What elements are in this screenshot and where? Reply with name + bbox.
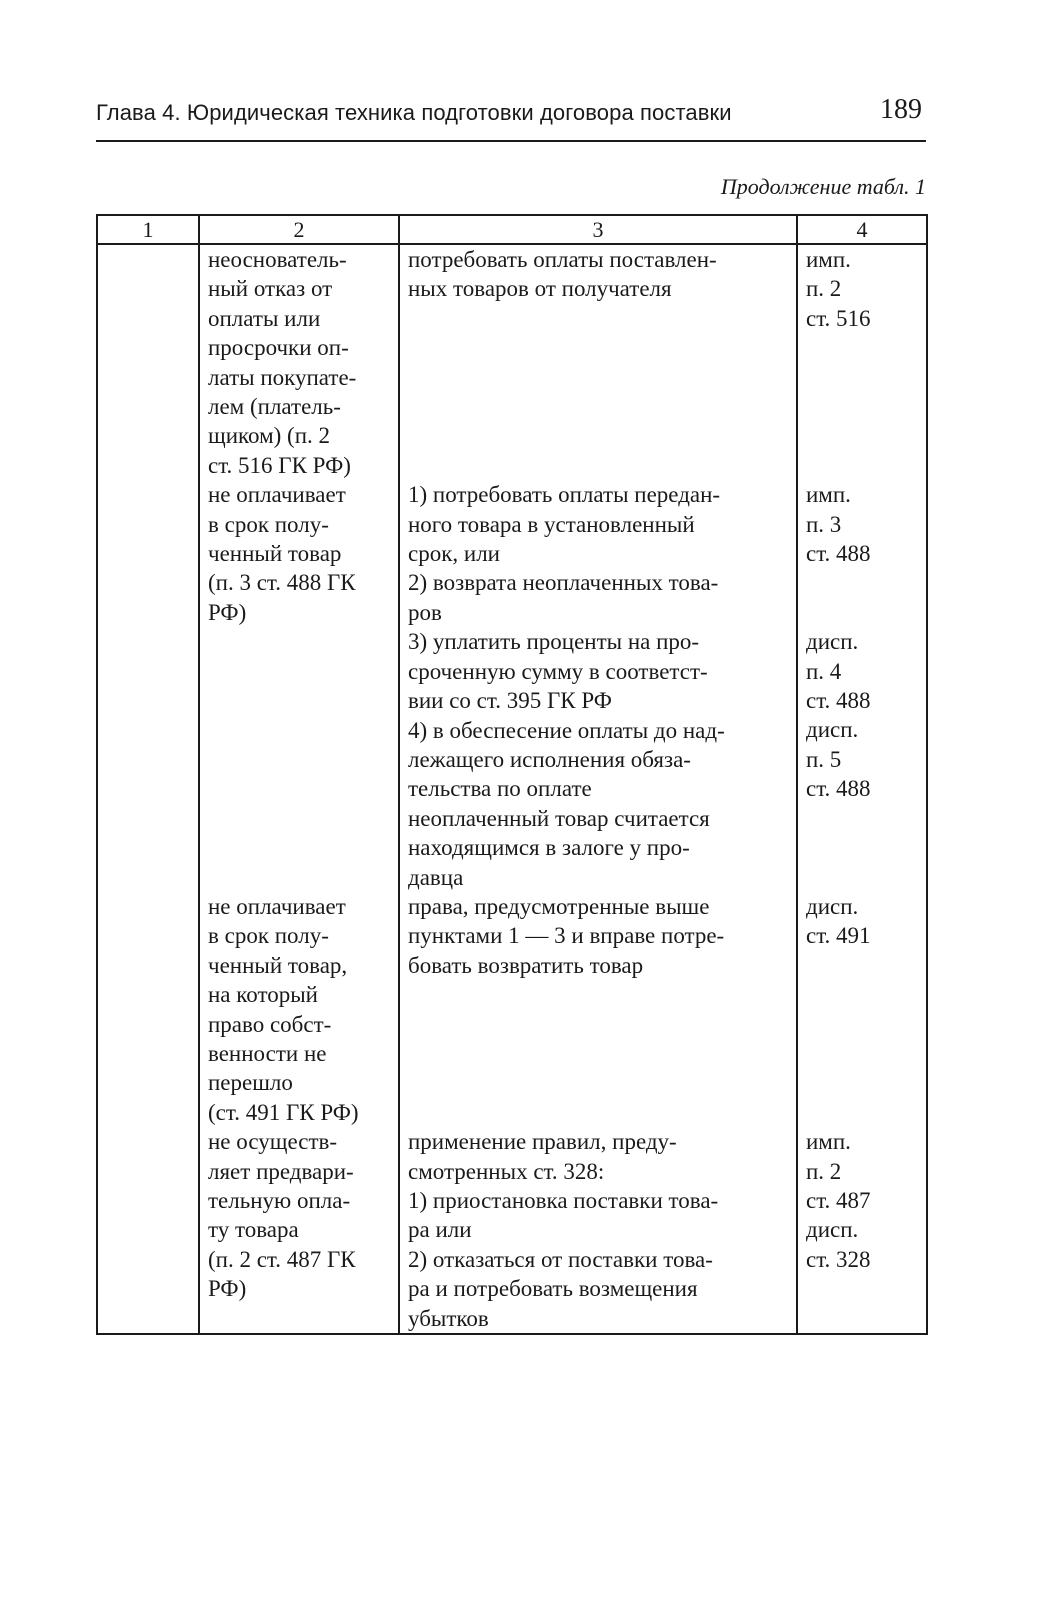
cell-line: в срок полу- bbox=[208, 511, 329, 537]
cell-line: бовать возвратить товар bbox=[408, 952, 644, 978]
cell-line: сроченную сумму в соответст- bbox=[408, 658, 708, 684]
cell-line: пунктами 1 — 3 и вправе потре- bbox=[408, 923, 725, 949]
cell-line: тельства по оплате bbox=[408, 776, 592, 802]
column-number-1: 1 bbox=[97, 215, 199, 244]
cell-line: п. 5 bbox=[806, 746, 842, 772]
table-header-row bbox=[97, 215, 927, 244]
cell-line: п. 2 bbox=[806, 276, 842, 302]
cell-col3 bbox=[399, 244, 797, 480]
cell-col3 bbox=[399, 892, 797, 1127]
column-number-2: 2 bbox=[199, 215, 399, 244]
cell-line: 1) потребовать оплаты передан- bbox=[408, 482, 721, 508]
cell-line: потребовать оплаты поставлен- bbox=[408, 247, 717, 272]
cell-line: ст. 516 ГК РФ) bbox=[208, 452, 351, 478]
cell-line: перешло bbox=[208, 1070, 293, 1096]
table-row bbox=[97, 892, 927, 1127]
cell-col1 bbox=[97, 892, 199, 1127]
cell-line: ный отказ от bbox=[208, 276, 333, 302]
cell-line: (п. 3 ст. 488 ГК bbox=[208, 570, 356, 596]
cell-line: права, предусмотренные выше bbox=[408, 893, 710, 919]
cell-line: оплаты или bbox=[208, 305, 321, 331]
table-row bbox=[97, 480, 927, 892]
cell-line: находящимся в залоге у про- bbox=[408, 835, 690, 861]
cell-col1 bbox=[97, 480, 199, 892]
cell-line: ст. 491 bbox=[806, 923, 871, 949]
cell-line: просрочки оп- bbox=[208, 335, 349, 361]
cell-col1 bbox=[97, 1127, 199, 1334]
cell-line: ченный товар bbox=[208, 541, 342, 567]
cell-col1 bbox=[97, 244, 199, 480]
cell-line: в срок полу- bbox=[208, 923, 329, 949]
cell-line: дисп. bbox=[806, 1217, 859, 1243]
cell-line: не осуществ- bbox=[208, 1129, 338, 1155]
cell-line: неоснователь- bbox=[208, 247, 347, 272]
cell-line: имп. bbox=[806, 1129, 851, 1155]
cell-line: дисп. bbox=[806, 893, 859, 919]
cell-line: имп. bbox=[806, 482, 851, 508]
cell-col2 bbox=[199, 892, 399, 1127]
cell-line: имп. bbox=[806, 247, 851, 272]
cell-line: ных товаров от получателя bbox=[408, 276, 672, 302]
cell-line: п. 3 bbox=[806, 511, 842, 537]
cell-line: вии со ст. 395 ГК РФ bbox=[408, 688, 612, 714]
cell-line: лежащего исполнения обяза- bbox=[408, 746, 691, 772]
cell-line: на который bbox=[208, 982, 318, 1008]
cell-line: ст. 488 bbox=[806, 688, 871, 714]
cell-line: применение правил, преду- bbox=[408, 1129, 677, 1155]
cell-line: ст. 488 bbox=[806, 541, 871, 567]
cell-line: ного товара в установленный bbox=[408, 511, 695, 537]
cell-line: убытков bbox=[408, 1305, 489, 1331]
cell-col4 bbox=[797, 480, 927, 892]
table-row bbox=[97, 1127, 927, 1334]
column-number-3: 3 bbox=[399, 215, 797, 244]
cell-line: тельную опла- bbox=[208, 1188, 351, 1213]
cell-line: п. 4 bbox=[806, 658, 842, 684]
cell-spacer bbox=[806, 568, 918, 597]
cell-line: срок, или bbox=[408, 541, 500, 567]
cell-line: не оплачивает bbox=[208, 482, 346, 508]
cell-col4 bbox=[797, 892, 927, 1127]
cell-line: 2) отказаться от поставки това- bbox=[408, 1246, 713, 1272]
obligations-table bbox=[96, 214, 928, 1335]
table-body bbox=[97, 244, 927, 1334]
cell-line: РФ) bbox=[208, 599, 247, 625]
cell-col2 bbox=[199, 480, 399, 892]
cell-line: ту товара bbox=[208, 1217, 299, 1243]
cell-line: смотренных ст. 328: bbox=[408, 1158, 605, 1184]
cell-line: (ст. 491 ГК РФ) bbox=[208, 1099, 359, 1125]
cell-line: ст. 516 bbox=[806, 305, 871, 331]
page-number: 189 bbox=[880, 94, 922, 125]
cell-line: венности не bbox=[208, 1040, 327, 1066]
cell-line: ров bbox=[408, 599, 442, 625]
cell-line: латы покупате- bbox=[208, 364, 357, 390]
cell-line: 3) уплатить проценты на про- bbox=[408, 629, 700, 655]
cell-col3 bbox=[399, 1127, 797, 1334]
running-header bbox=[96, 94, 926, 142]
column-number-4: 4 bbox=[797, 215, 927, 244]
cell-line: 1) приостановка поставки това- bbox=[408, 1188, 719, 1213]
cell-line: щиком) (п. 2 bbox=[208, 423, 331, 449]
cell-line: ст. 488 bbox=[806, 776, 871, 802]
cell-line: неоплаченный товар считается bbox=[408, 805, 710, 831]
cell-line: ст. 487 bbox=[806, 1188, 871, 1213]
cell-line: лем (платель- bbox=[208, 394, 341, 420]
cell-line: дисп. bbox=[806, 629, 859, 655]
table-row bbox=[97, 244, 927, 480]
cell-line: ра или bbox=[408, 1217, 472, 1243]
cell-line: ляет предвари- bbox=[208, 1158, 354, 1184]
cell-line: РФ) bbox=[208, 1276, 247, 1302]
cell-col4 bbox=[797, 1127, 927, 1334]
cell-line: 4) в обеспесение оплаты до над- bbox=[408, 717, 725, 743]
cell-col2 bbox=[199, 244, 399, 480]
cell-line: п. 2 bbox=[806, 1158, 842, 1184]
cell-line: право собст- bbox=[208, 1011, 332, 1037]
cell-line: 2) возврата неоплаченных това- bbox=[408, 570, 719, 596]
cell-col4 bbox=[797, 244, 927, 480]
cell-col3 bbox=[399, 480, 797, 892]
cell-line: (п. 2 ст. 487 ГК bbox=[208, 1246, 356, 1272]
cell-line: давца bbox=[408, 864, 464, 890]
cell-line: не оплачивает bbox=[208, 893, 346, 919]
cell-line: ст. 328 bbox=[806, 1246, 871, 1272]
chapter-title: Глава 4. Юридическая техника подготовки договора поставки bbox=[96, 100, 732, 125]
cell-line: ра и потребовать возмещения bbox=[408, 1276, 698, 1302]
table-continuation-label: Продолжение табл. 1 bbox=[720, 174, 926, 199]
cell-col2 bbox=[199, 1127, 399, 1334]
cell-line: ченный товар, bbox=[208, 952, 348, 978]
cell-line: дисп. bbox=[806, 717, 859, 743]
cell-spacer bbox=[806, 598, 918, 627]
